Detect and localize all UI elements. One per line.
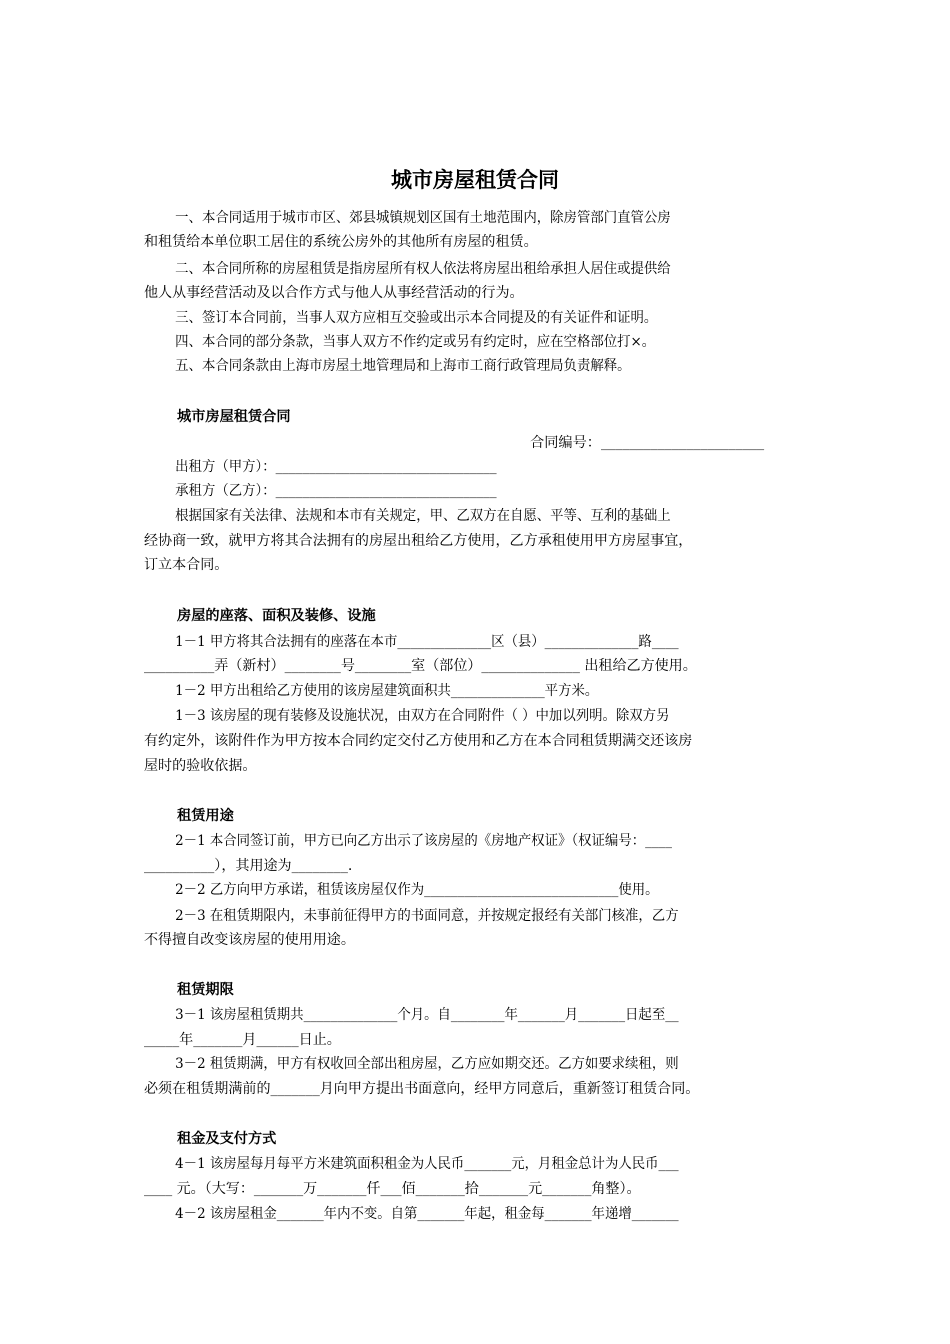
clause-line: 1－3 该房屋的现有装修及设施状况，由双方在合同附件（ ）中加以列明。除双方另 (175, 708, 670, 724)
note-line: 五、本合同条款由上海市房屋土地管理局和上海市工商行政管理局负责解释。 (175, 358, 631, 374)
section-heading-term: 租赁期限 (177, 982, 234, 998)
note-line: 和租赁给本单位职工居住的系统公房外的其他所有房屋的租赁。 (144, 234, 538, 250)
clause-line: 屋时的验收依据。 (144, 758, 257, 774)
section-heading-premises: 房屋的座落、面积及装修、设施 (177, 608, 376, 624)
note-line: 三、签订本合同前，当事人双方应相互交验或出示本合同提及的有关证件和证明。 (175, 310, 658, 326)
note-line: 四、本合同的部分条款，当事人双方不作约定或另有约定时，应在空格部位打×。 (175, 334, 656, 350)
note-line: 一、本合同适用于城市市区、郊县城镇规划区国有土地范围内，除房管部门直管公房 (175, 210, 671, 226)
clause-line: 有约定外，该附件作为甲方按本合同约定交付乙方使用和乙方在本合同租赁期满交还该房 (144, 733, 693, 749)
clause-line: 3－1 该房屋租赁期共______________个月。自________年_______月_______日起至__ (175, 1007, 679, 1023)
clause-line: _____年_______月______日止。 (144, 1032, 341, 1048)
clause-line: 2－1 本合同签订前，甲方已向乙方出示了该房屋的《房地产权证》（权证编号：____ (175, 833, 672, 849)
clause-line: 1－1 甲方将其合法拥有的座落在本市______________区（县）______________路____ (175, 634, 679, 650)
clause-line: 3－2 租赁期满，甲方有权收回全部出租房屋，乙方应如期交还。乙方如要求续租，则 (175, 1056, 679, 1072)
clause-line: 2－2 乙方向甲方承诺，租赁该房屋仅作为_____________________________使用。 (175, 882, 659, 898)
contract-number-field: 合同编号：_______________________ (530, 435, 765, 451)
clause-line: __________），其用途为________. (144, 858, 353, 874)
preamble-line: 根据国家有关法律、法规和本市有关规定，甲、乙双方在自愿、平等、互利的基础上 (175, 508, 671, 524)
clause-line: 不得擅自改变该房屋的使用用途。 (144, 932, 355, 948)
preamble-line: 经协商一致，就甲方将其合法拥有的房屋出租给乙方使用，乙方承租使用甲方房屋事宜， (144, 533, 693, 549)
clause-line: 1－2 甲方出租给乙方使用的该房屋建筑面积共______________平方米。 (175, 683, 599, 699)
preamble-line: 订立本合同。 (144, 557, 229, 573)
clause-line: 2－3 在租赁期限内，未事前征得甲方的书面同意，并按规定报经有关部门核准，乙方 (175, 908, 679, 924)
contract-heading: 城市房屋租赁合同 (177, 409, 291, 425)
lessee-field: 承租方（乙方）：_________________________________ (175, 483, 497, 499)
clause-line: 必须在租赁期满前的_______月向甲方提出书面意向，经甲方同意后，重新签订租赁合同。 (144, 1081, 700, 1097)
section-heading-usage: 租赁用途 (177, 808, 234, 824)
note-line: 他人从事经营活动及以合作方式与他人从事经营活动的行为。 (144, 285, 524, 301)
clause-line: 4－1 该房屋每月每平方米建筑面积租金为人民币_______元，月租金总计为人民币___ (175, 1156, 679, 1172)
clause-line: 4－2 该房屋租金_______年内不变。自第_______年起，租金每_______年递增_______ (175, 1206, 679, 1222)
section-heading-rent: 租金及支付方式 (177, 1131, 277, 1147)
lessor-field: 出租方（甲方）：_________________________________ (175, 459, 497, 475)
clause-line: ____ 元。（大写：_______万_______仟___佰_______拾_______元_______角整）。 (144, 1181, 641, 1197)
clause-line: __________弄（新村）________号________室（部位）______________ 出租给乙方使用。 (144, 658, 697, 674)
document-title: 城市房屋租赁合同 (391, 168, 559, 192)
note-line: 二、本合同所称的房屋租赁是指房屋所有权人依法将房屋出租给承担人居住或提供给 (175, 261, 671, 277)
